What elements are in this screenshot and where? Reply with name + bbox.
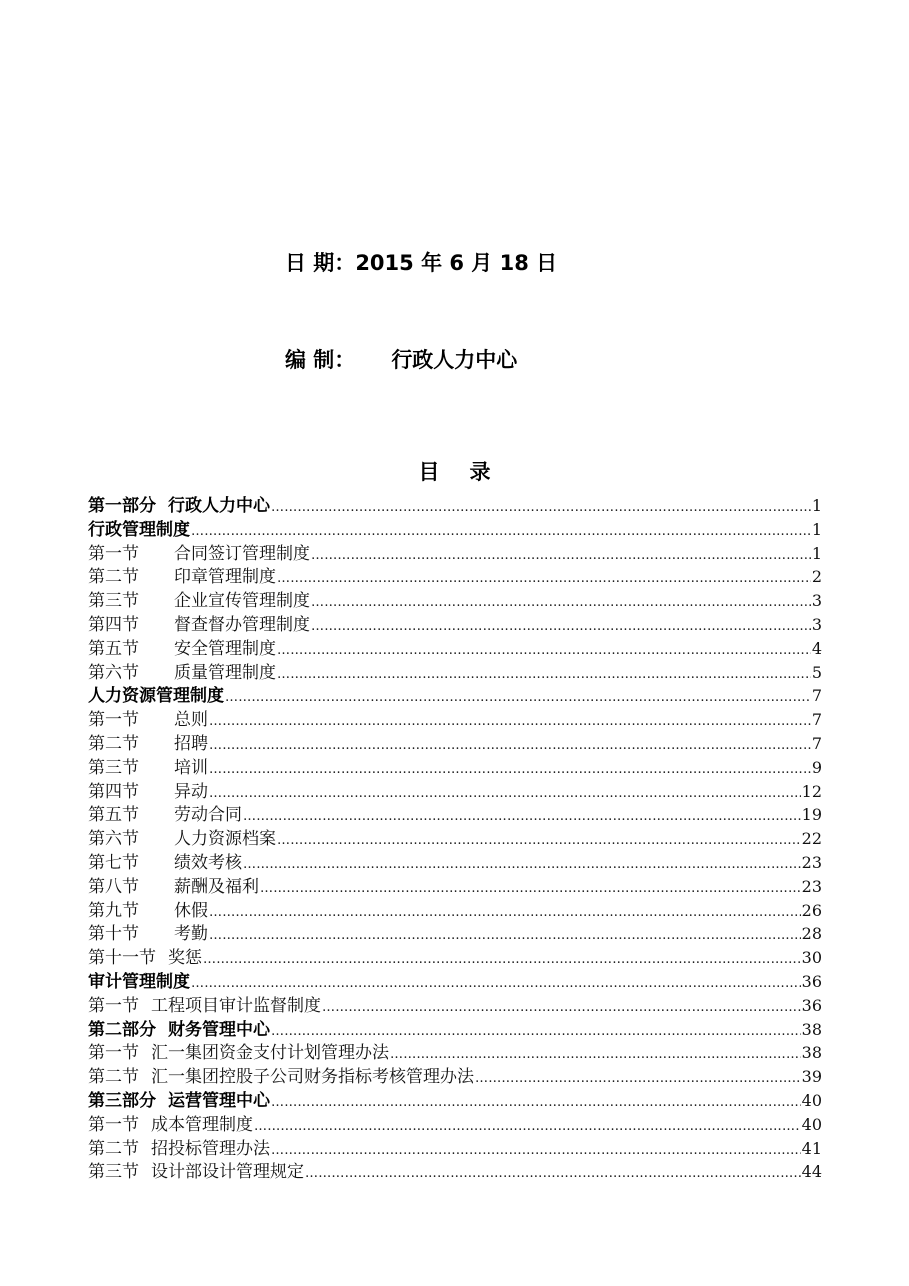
toc-entry-section: 第二节 xyxy=(88,1067,139,1088)
toc-entry-label xyxy=(88,947,202,971)
toc-entry-title: 异动 xyxy=(174,781,208,802)
toc-entry-page: 36 xyxy=(801,971,822,991)
toc-entry-page: 19 xyxy=(801,805,822,825)
toc-entry-page: 41 xyxy=(801,1138,822,1158)
toc-leader-dots xyxy=(271,496,811,520)
toc-leader-dots xyxy=(305,1162,801,1186)
editor-label: 编 制： xyxy=(285,348,356,372)
toc-leader-dots xyxy=(260,877,801,901)
toc-entry-page: 3 xyxy=(811,614,822,634)
toc-entry-section: 第三节 xyxy=(88,757,139,778)
toc-entry-label xyxy=(88,1138,270,1162)
toc-entry[interactable] xyxy=(88,780,822,804)
toc-entry-title: 人力资源档案 xyxy=(174,829,276,850)
toc-entry-title: 运营管理中心 xyxy=(168,1090,270,1111)
toc-entry[interactable] xyxy=(88,827,822,851)
toc-entry[interactable] xyxy=(88,732,822,756)
toc-entry-title: 设计部设计管理规定 xyxy=(151,1162,304,1183)
toc-title-part2: 录 xyxy=(469,460,491,484)
toc-entry-label xyxy=(88,733,208,757)
toc-leader-dots xyxy=(271,1139,801,1163)
toc-entry-title: 质量管理制度 xyxy=(174,662,276,683)
toc-entry-page: 40 xyxy=(801,1090,822,1110)
editor-value: 行政人力中心 xyxy=(391,348,518,372)
toc-leader-dots xyxy=(254,1115,801,1139)
toc-entry-page: 1 xyxy=(811,543,822,563)
toc-leader-dots xyxy=(277,639,811,663)
toc-entry-label xyxy=(88,543,310,567)
toc-entry-section: 第七节 xyxy=(88,852,139,873)
toc-entry[interactable] xyxy=(88,970,822,994)
toc-entry[interactable] xyxy=(88,661,822,685)
toc-entry-section: 第三节 xyxy=(88,1162,139,1183)
toc-entry-title: 绩效考核 xyxy=(174,852,242,873)
toc-entry-label xyxy=(88,1114,253,1138)
toc-entry-page: 12 xyxy=(801,781,822,801)
toc-title-part1: 目 xyxy=(418,460,440,484)
toc-entry[interactable] xyxy=(88,613,822,637)
toc-entry[interactable] xyxy=(88,1137,822,1161)
toc-entry-section: 第九节 xyxy=(88,900,139,921)
toc-leader-dots xyxy=(277,567,811,591)
date-label: 日 期： xyxy=(285,251,356,275)
toc-entry-section: 第六节 xyxy=(88,662,139,683)
toc-entry-title: 汇一集团控股子公司财务指标考核管理办法 xyxy=(151,1067,474,1088)
toc-entry-label xyxy=(88,804,242,828)
toc-leader-dots xyxy=(271,1091,801,1115)
toc-entry-title: 薪酬及福利 xyxy=(174,876,259,897)
toc-entry-title: 汇一集团资金支付计划管理办法 xyxy=(151,1043,389,1064)
toc-entry-page: 39 xyxy=(801,1067,822,1087)
toc-leader-dots xyxy=(203,948,801,972)
toc-entry-page: 28 xyxy=(801,924,822,944)
toc-entry-label xyxy=(88,1019,270,1043)
toc-entry-section: 第四节 xyxy=(88,614,139,635)
toc-entry-title: 行政人力中心 xyxy=(168,496,270,516)
toc-entry[interactable] xyxy=(88,1065,822,1089)
toc-entry-page: 40 xyxy=(801,1114,822,1134)
toc-entry-section: 第一节 xyxy=(88,1043,139,1064)
toc-entry-label xyxy=(88,1090,270,1114)
toc-leader-dots xyxy=(209,782,801,806)
toc-entry-page: 2 xyxy=(811,567,822,587)
toc-entry[interactable] xyxy=(88,637,822,661)
toc-leader-dots xyxy=(225,686,811,710)
toc-entry-label xyxy=(88,590,310,614)
toc-entry-page: 7 xyxy=(811,686,822,706)
toc-entry-label xyxy=(88,662,276,686)
toc-entry-section: 第一部分 xyxy=(88,496,156,516)
toc-entry-section: 第五节 xyxy=(88,805,139,826)
toc-leader-dots xyxy=(277,663,811,687)
toc-entry-label xyxy=(88,519,190,543)
toc-entry-title: 安全管理制度 xyxy=(174,638,276,659)
toc-entry[interactable] xyxy=(88,494,822,518)
toc-entry-label xyxy=(88,900,208,924)
toc-entry-label xyxy=(88,614,310,638)
toc-entry-page: 23 xyxy=(801,852,822,872)
toc-entry-page: 30 xyxy=(801,948,822,968)
toc-leader-dots xyxy=(209,924,801,948)
toc-leader-dots xyxy=(209,710,811,734)
toc-entry-page: 1 xyxy=(811,496,822,515)
toc-entry-label xyxy=(88,1042,389,1066)
toc-entry-title: 审计管理制度 xyxy=(88,971,190,992)
toc-entry-label xyxy=(88,757,208,781)
toc-entry-section: 第一节 xyxy=(88,1114,139,1135)
toc-leader-dots xyxy=(191,972,801,996)
toc-entry[interactable] xyxy=(88,1160,822,1184)
toc-entry[interactable] xyxy=(88,684,822,708)
table-of-contents xyxy=(88,494,822,1184)
toc-entry[interactable] xyxy=(88,1041,822,1065)
toc-entry-page: 5 xyxy=(811,662,822,682)
toc-entry-section: 第三部分 xyxy=(88,1090,156,1111)
toc-leader-dots xyxy=(322,996,801,1020)
toc-entry-page: 44 xyxy=(801,1162,822,1182)
toc-entry-page: 26 xyxy=(801,900,822,920)
toc-entry-title: 劳动合同 xyxy=(174,805,242,826)
toc-entry-page: 7 xyxy=(811,710,822,730)
toc-entry[interactable] xyxy=(88,565,822,589)
toc-entry-title: 招投标管理办法 xyxy=(151,1138,270,1159)
date-value: 2015 年 6 月 18 日 xyxy=(355,251,558,275)
toc-entry[interactable] xyxy=(88,803,822,827)
toc-entry[interactable] xyxy=(88,1113,822,1137)
toc-leader-dots xyxy=(277,829,801,853)
toc-entry-label xyxy=(88,1066,474,1090)
toc-entry-page: 22 xyxy=(801,829,822,849)
toc-entry-title: 企业宣传管理制度 xyxy=(174,591,310,612)
toc-entry-section: 第三节 xyxy=(88,591,139,612)
toc-entry-section: 第六节 xyxy=(88,829,139,850)
toc-entry-section: 第二节 xyxy=(88,1138,139,1159)
toc-leader-dots xyxy=(209,901,801,925)
toc-entry-page: 36 xyxy=(801,995,822,1015)
toc-entry-label xyxy=(88,685,224,709)
toc-entry[interactable] xyxy=(88,994,822,1018)
toc-entry-section: 第一节 xyxy=(88,543,139,564)
toc-entry-section: 第五节 xyxy=(88,638,139,659)
toc-entry-section: 第四节 xyxy=(88,781,139,802)
toc-entry[interactable] xyxy=(88,899,822,923)
toc-entry[interactable] xyxy=(88,542,822,566)
toc-entry-title: 招聘 xyxy=(174,733,208,754)
toc-entry-section: 第一节 xyxy=(88,995,139,1016)
toc-entry-title: 督查督办管理制度 xyxy=(174,614,310,635)
toc-entry[interactable] xyxy=(88,708,822,732)
toc-title xyxy=(0,456,909,486)
toc-entry-label xyxy=(88,495,270,519)
toc-entry-page: 38 xyxy=(801,1043,822,1063)
toc-entry[interactable] xyxy=(88,1018,822,1042)
toc-leader-dots xyxy=(191,520,811,544)
toc-leader-dots xyxy=(311,544,811,568)
toc-entry-page: 23 xyxy=(801,876,822,896)
toc-leader-dots xyxy=(475,1067,801,1091)
toc-entry-label xyxy=(88,852,242,876)
toc-entry-label xyxy=(88,995,321,1019)
toc-entry-title: 印章管理制度 xyxy=(174,567,276,588)
toc-entry-section: 第一节 xyxy=(88,710,139,731)
toc-leader-dots xyxy=(209,758,811,782)
toc-entry-label xyxy=(88,781,208,805)
toc-entry[interactable] xyxy=(88,851,822,875)
toc-entry-title: 休假 xyxy=(174,900,208,921)
toc-leader-dots xyxy=(209,734,811,758)
toc-entry-label xyxy=(88,923,208,947)
toc-leader-dots xyxy=(271,1020,801,1044)
toc-entry-section: 第二部分 xyxy=(88,1019,156,1040)
toc-entry[interactable] xyxy=(88,756,822,780)
toc-entry-title: 财务管理中心 xyxy=(168,1019,270,1040)
toc-entry[interactable] xyxy=(88,518,822,542)
toc-entry-page: 1 xyxy=(811,519,822,539)
document-editor xyxy=(285,344,517,374)
toc-entry-title: 奖惩 xyxy=(168,948,202,969)
toc-entry-section: 第二节 xyxy=(88,733,139,754)
toc-entry-page: 7 xyxy=(811,733,822,753)
toc-entry[interactable] xyxy=(88,875,822,899)
toc-entry-title: 培训 xyxy=(174,757,208,778)
toc-leader-dots xyxy=(311,591,811,615)
toc-entry[interactable] xyxy=(88,922,822,946)
toc-entry-title: 行政管理制度 xyxy=(88,519,190,540)
toc-entry-label xyxy=(88,828,276,852)
toc-entry-page: 38 xyxy=(801,1019,822,1039)
toc-entry[interactable] xyxy=(88,1089,822,1113)
toc-entry-title: 总则 xyxy=(174,710,208,731)
toc-entry-section: 第八节 xyxy=(88,876,139,897)
toc-leader-dots xyxy=(243,805,801,829)
toc-leader-dots xyxy=(243,853,801,877)
toc-entry-label xyxy=(88,709,208,733)
toc-entry[interactable] xyxy=(88,589,822,613)
toc-entry-title: 考勤 xyxy=(174,924,208,945)
toc-entry-page: 3 xyxy=(811,591,822,611)
toc-leader-dots xyxy=(390,1043,801,1067)
toc-entry-title: 工程项目审计监督制度 xyxy=(151,995,321,1016)
toc-entry-label xyxy=(88,876,259,900)
toc-entry-title: 成本管理制度 xyxy=(151,1114,253,1135)
toc-entry-title: 人力资源管理制度 xyxy=(88,686,224,707)
toc-entry-label xyxy=(88,566,276,590)
toc-entry-title: 合同签订管理制度 xyxy=(174,543,310,564)
toc-entry-label xyxy=(88,638,276,662)
toc-entry-section: 第十一节 xyxy=(88,948,156,969)
toc-leader-dots xyxy=(311,615,811,639)
toc-entry-section: 第二节 xyxy=(88,567,139,588)
document-date xyxy=(285,247,557,277)
toc-entry[interactable] xyxy=(88,946,822,970)
toc-entry-page: 9 xyxy=(811,757,822,777)
toc-entry-label xyxy=(88,1161,304,1185)
toc-entry-label xyxy=(88,971,190,995)
toc-entry-section: 第十节 xyxy=(88,924,139,945)
toc-entry-page: 4 xyxy=(811,638,822,658)
